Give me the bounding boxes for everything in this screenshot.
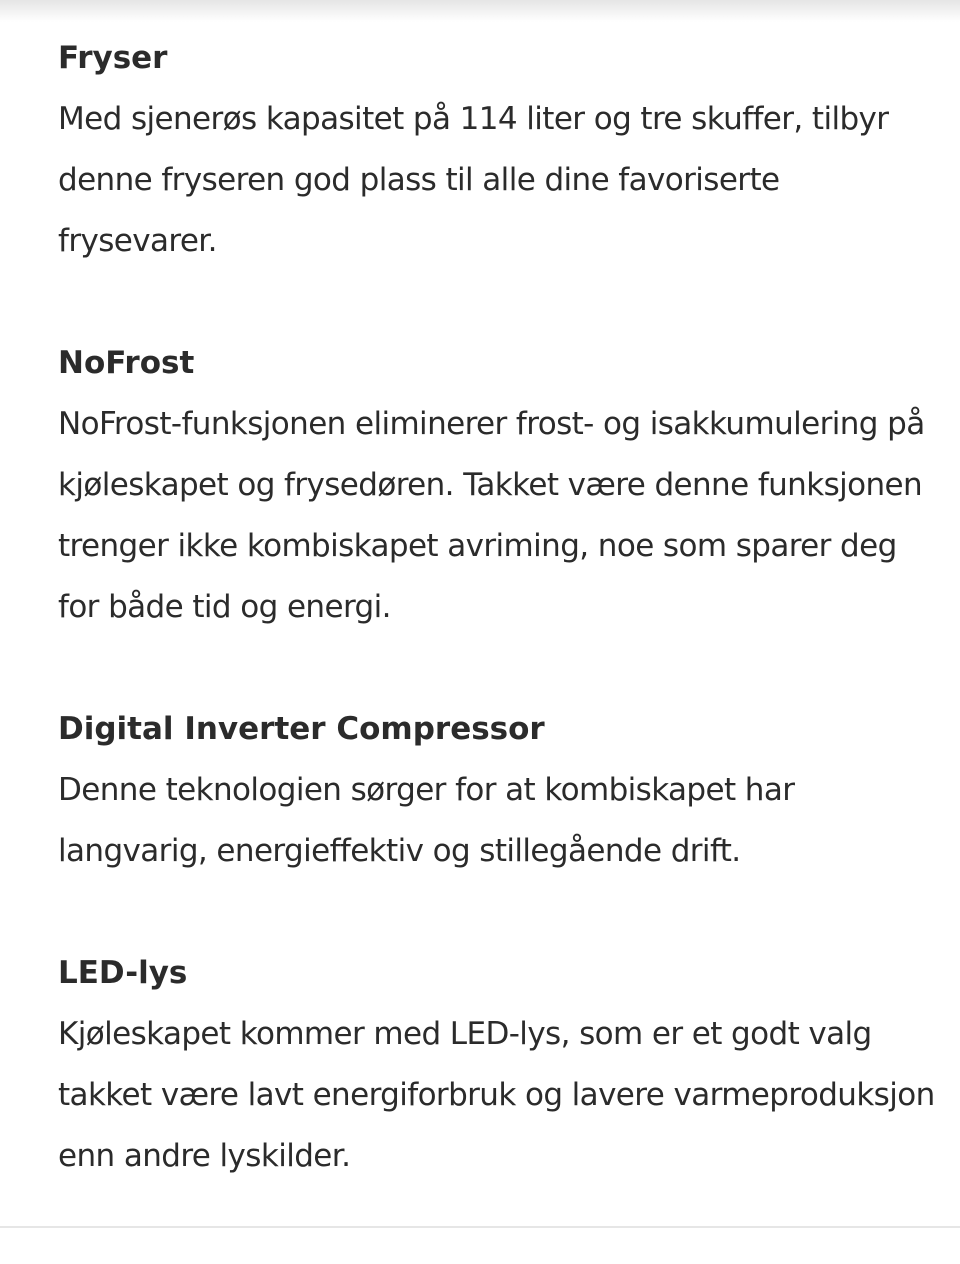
feature-description: Kjøleskapet kommer med LED-lys, som er et godt valg takket være lavt energiforbruk og lavere varmeproduksjon enn andre lyskilder. — [58, 1016, 935, 1174]
feature-section-led-lys — [58, 943, 938, 1187]
feature-section-nofrost — [58, 333, 938, 638]
product-features-text — [58, 28, 938, 1248]
feature-title: Fryser — [58, 40, 168, 76]
feature-section-digital-inverter-compressor — [58, 699, 938, 882]
feature-description: Denne teknologien sørger for at kombiskapet har langvarig, energieffektiv og stillegående drift. — [58, 772, 795, 869]
feature-description: Med sjenerøs kapasitet på 114 liter og tre skuffer, tilbyr denne fryseren god plass til alle dine favoriserte frysevarer. — [58, 101, 889, 259]
feature-section-fryser — [58, 28, 938, 272]
bottom-divider — [0, 1226, 960, 1228]
feature-title: Digital Inverter Compressor — [58, 711, 545, 747]
feature-description: NoFrost-funksjonen eliminerer frost- og isakkumulering på kjøleskapet og frysedøren. Takket være denne funksjonen trenger ikke kombiskapet avriming, noe som sparer deg for både tid og energi. — [58, 406, 925, 625]
top-shadow — [0, 0, 960, 22]
feature-title: LED-lys — [58, 955, 188, 991]
feature-title: NoFrost — [58, 345, 195, 381]
